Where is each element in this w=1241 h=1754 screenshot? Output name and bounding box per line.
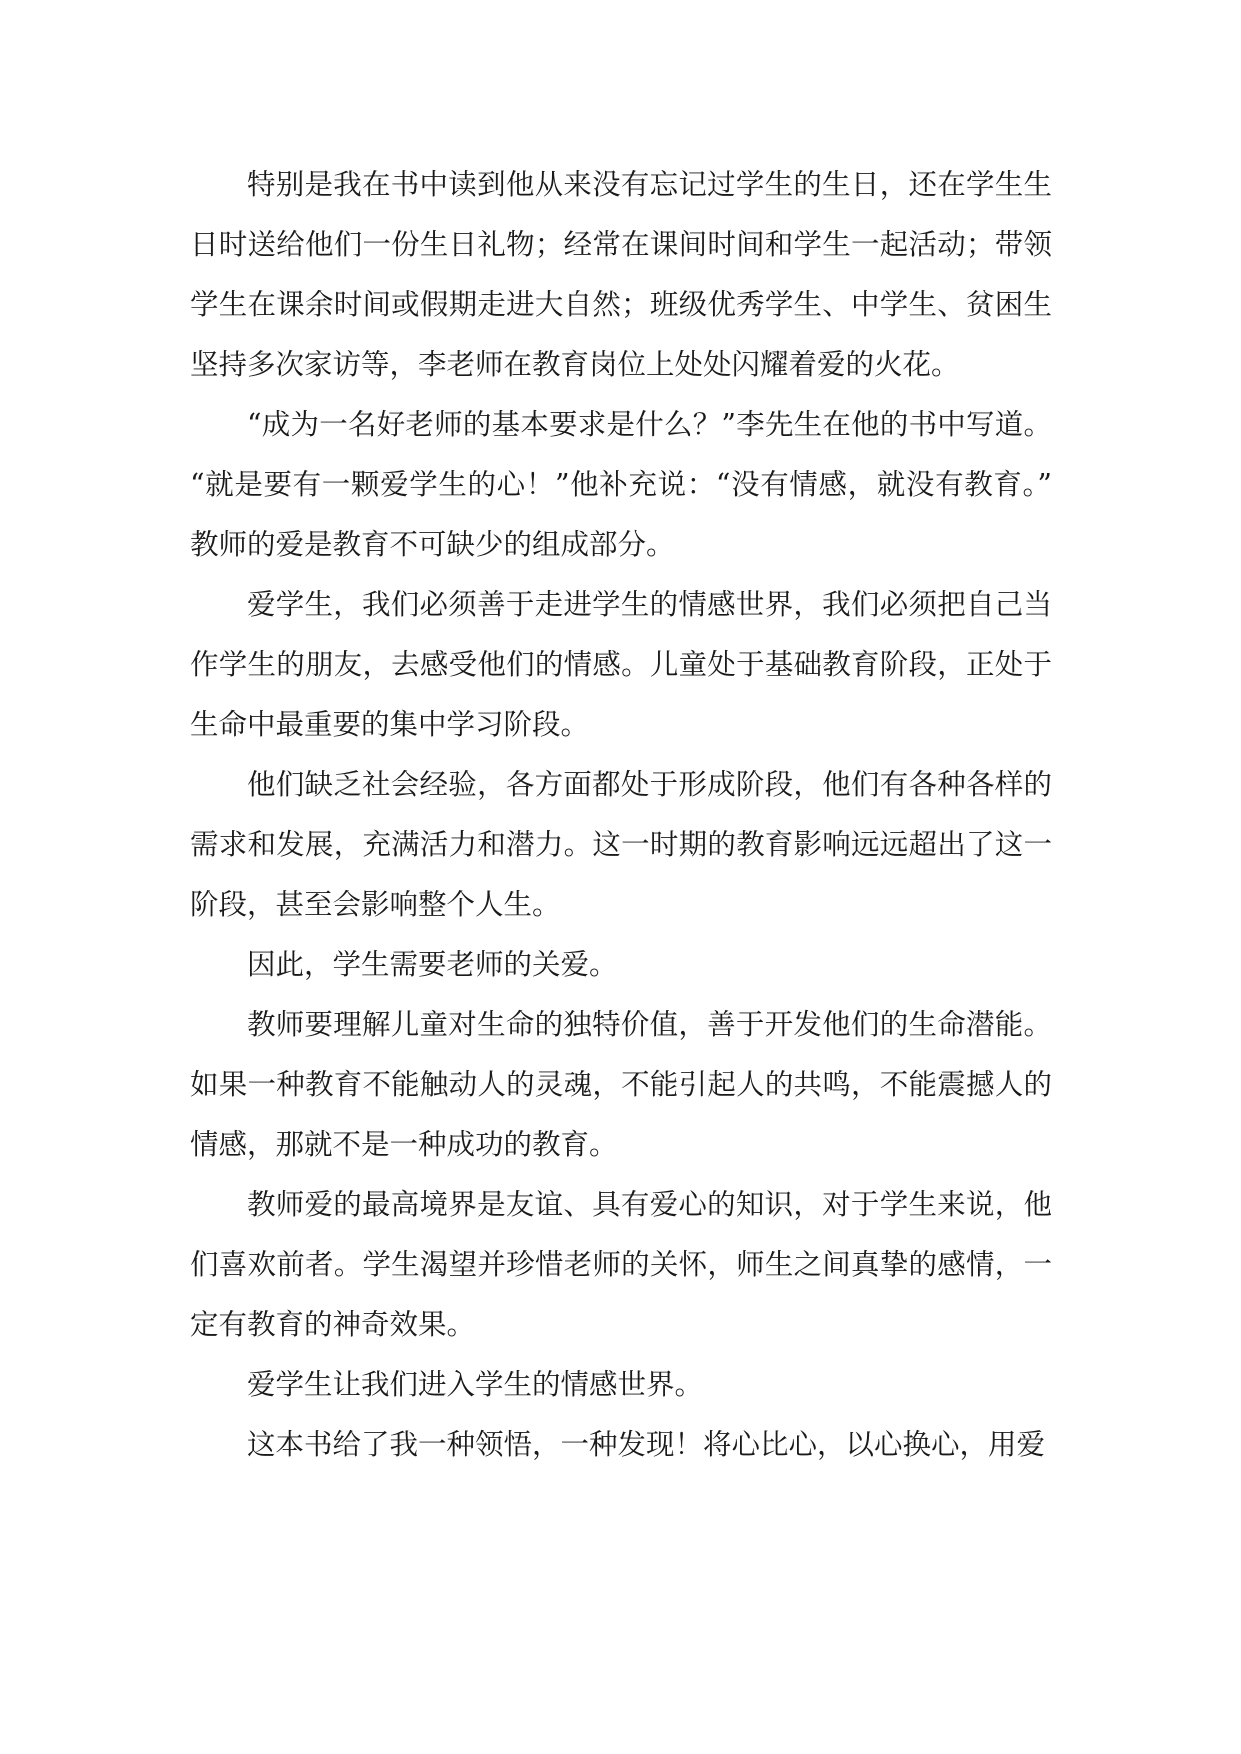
paragraph-5: 因此，学生需要老师的关爱。 — [247, 948, 618, 981]
paragraph-2: “成为一名好老师的基本要求是什么？”李先生在他的书中写道。“就是要有一颗爱学生的心！”他补充说：“没有情感，就没有教育。”教师的爱是教育不可缺少的组成部分。 — [190, 408, 1052, 561]
paragraph-8: 爱学生让我们进入学生的情感世界。 — [247, 1368, 704, 1401]
paragraph-4: 他们缺乏社会经验，各方面都处于形成阶段，他们有各种各样的需求和发展，充满活力和潜力。这一时期的教育影响远远超出了这一阶段，甚至会影响整个人生。 — [190, 768, 1052, 921]
document-body — [190, 155, 1052, 1475]
paragraph-6: 教师要理解儿童对生命的独特价值，善于开发他们的生命潜能。如果一种教育不能触动人的灵魂，不能引起人的共鸣，不能震撼人的情感，那就不是一种成功的教育。 — [190, 1008, 1052, 1161]
paragraph-3: 爱学生，我们必须善于走进学生的情感世界，我们必须把自己当作学生的朋友，去感受他们的情感。儿童处于基础教育阶段，正处于生命中最重要的集中学习阶段。 — [190, 588, 1052, 741]
paragraph-7: 教师爱的最高境界是友谊、具有爱心的知识，对于学生来说，他们喜欢前者。学生渴望并珍惜老师的关怀，师生之间真挚的感情，一定有教育的神奇效果。 — [190, 1188, 1052, 1341]
paragraph-1: 特别是我在书中读到他从来没有忘记过学生的生日，还在学生生日时送给他们一份生日礼物；经常在课间时间和学生一起活动；带领学生在课余时间或假期走进大自然；班级优秀学生、中学生、贫困生坚持多次家访等，李老师在教育岗位上处处闪耀着爱的火花。 — [190, 168, 1052, 381]
paragraph-9: 这本书给了我一种领悟，一种发现！将心比心，以心换心，用爱 — [247, 1428, 1046, 1461]
